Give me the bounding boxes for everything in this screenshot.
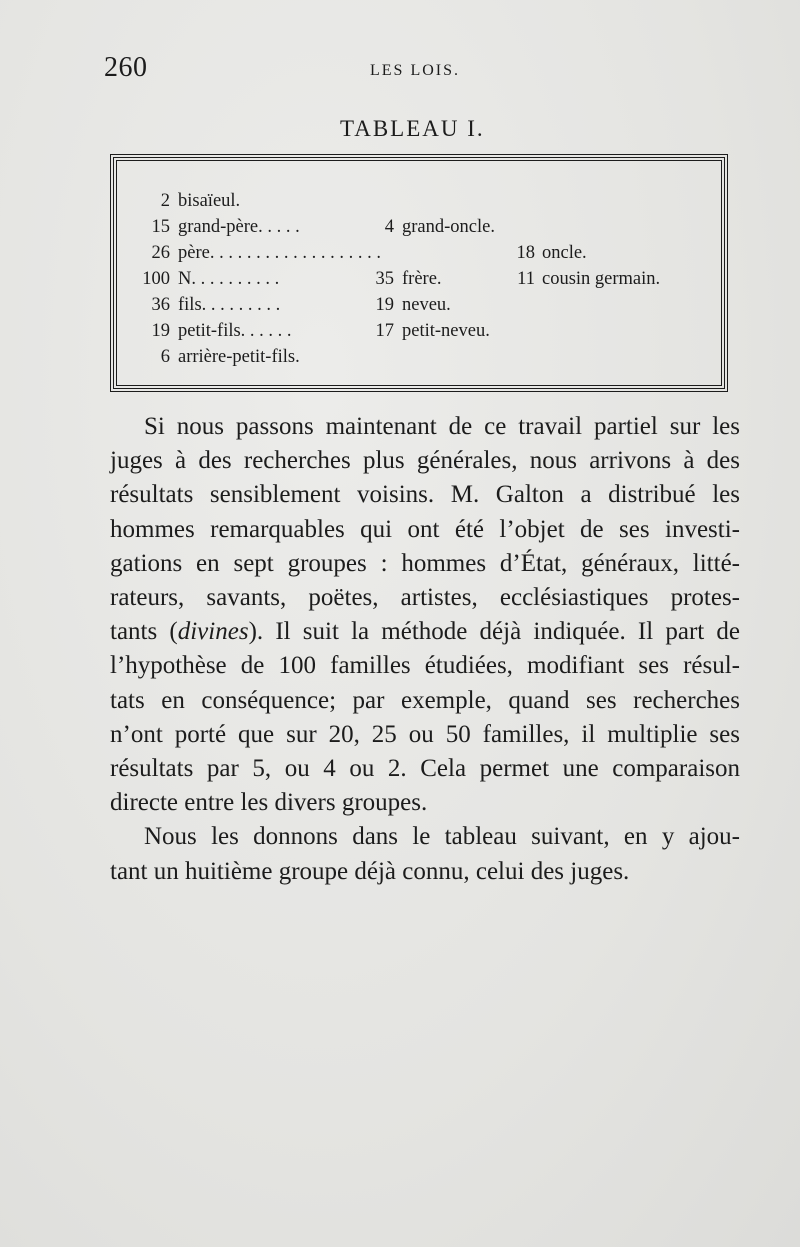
row-count: 26 — [151, 243, 170, 263]
row-count: 2 — [160, 191, 170, 211]
genealogy-table — [110, 154, 728, 392]
table-row — [114, 188, 724, 214]
text-line: juges à des recherches plus générales, nous arrivons à des — [110, 447, 740, 475]
table-row — [114, 240, 724, 266]
row-count: 15 — [151, 217, 170, 237]
row-label: cousin germain. — [542, 269, 661, 289]
row-count: 19 — [151, 321, 170, 341]
row-label: fils. . . . . . . . . — [178, 295, 281, 315]
table-row — [114, 266, 724, 292]
row-label: N. . . . . . . . . . — [178, 269, 280, 289]
row-count: 36 — [151, 295, 170, 315]
row-label: père. . . . . . . . . . . . . . . . . . . — [178, 243, 381, 263]
row-count: 18 — [516, 243, 535, 263]
body-text — [110, 410, 740, 889]
text-line: rateurs, savants, poëtes, artistes, ecclésiastiques protes- — [110, 584, 740, 612]
text-line: Si nous passons maintenant de ce travail partiel sur les — [144, 413, 740, 440]
row-label: grand-père. . . . . — [178, 217, 300, 237]
table-row — [114, 344, 724, 370]
row-count: 17 — [375, 321, 394, 341]
running-head: LES LOIS. — [370, 62, 460, 79]
row-label: bisaïeul. — [178, 191, 241, 211]
row-label: neveu. — [402, 295, 451, 315]
text-line: directe entre les divers groupes. — [110, 789, 428, 817]
text-line: gations en sept groupes : hommes d’État, généraux, litté- — [110, 549, 740, 577]
row-label: frère. — [402, 269, 442, 289]
text-line: Nous les donnons dans le tableau suivant, en y ajou- — [144, 823, 740, 851]
table-row — [114, 292, 724, 318]
row-count: 11 — [517, 269, 535, 289]
paragraph — [110, 410, 740, 820]
row-count: 4 — [384, 217, 394, 237]
paragraph — [110, 820, 740, 888]
table-row — [114, 318, 724, 344]
row-label: petit-neveu. — [402, 321, 490, 341]
row-count: 35 — [375, 269, 394, 289]
text-line: tats en conséquence; par exemple, quand ses recherches — [110, 686, 740, 714]
italic-term: divines — [177, 618, 249, 646]
row-label: arrière-petit-fils. — [178, 347, 300, 367]
table-row — [114, 214, 724, 240]
row-count: 19 — [375, 295, 394, 315]
text-fragment: tants ( — [110, 618, 178, 646]
text-line: n’ont porté que sur 20, 25 ou 50 familles, il multiplie ses — [110, 720, 740, 748]
row-count: 6 — [160, 347, 170, 367]
page-number: 260 — [104, 52, 148, 83]
text-fragment: ). Il suit la méthode déjà indiquée. Il part de — [248, 618, 740, 646]
row-label: oncle. — [542, 243, 587, 263]
text-line: résultats sensiblement voisins. M. Galton a distribué les — [110, 481, 740, 509]
text-line — [110, 615, 740, 649]
text-line: résultats par 5, ou 4 ou 2. Cela permet une comparaison — [110, 755, 740, 783]
text-line: l’hypothèse de 100 familles étudiées, modifiant ses résul- — [110, 652, 740, 680]
text-line: tant un huitième groupe déjà connu, celui des juges. — [110, 857, 630, 885]
text-line: hommes remarquables qui ont été l’objet de ses investi- — [110, 515, 740, 543]
table-title: TABLEAU I. — [340, 116, 485, 141]
row-label: grand-oncle. — [402, 217, 495, 237]
row-label: petit-fils. . . . . . — [178, 321, 292, 341]
row-count: 100 — [142, 269, 170, 289]
